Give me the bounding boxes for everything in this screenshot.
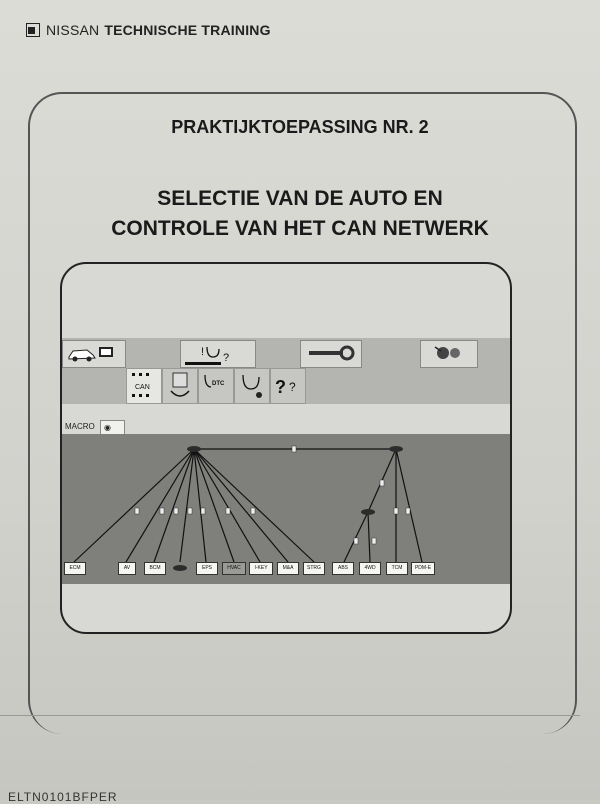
diagnosis-button[interactable] [180, 340, 256, 368]
radio-selected-icon: ◉ [104, 423, 111, 432]
dtc-button[interactable] [198, 368, 234, 404]
node-ecm[interactable]: ECM [64, 562, 86, 575]
node-m-and-a[interactable]: M&A [277, 562, 299, 575]
brand-division: TECHNISCHE TRAINING [104, 22, 271, 38]
can-diagnosis-button[interactable] [126, 368, 162, 404]
brand-name: NISSAN [46, 22, 100, 38]
can-hub-main [187, 446, 201, 452]
tools-button[interactable] [300, 340, 362, 368]
node-tcm[interactable]: TCM [386, 562, 408, 575]
question-icon [271, 369, 305, 403]
car-diagnosis-icon [63, 341, 123, 365]
node-i-key[interactable]: I-KEY [249, 562, 273, 575]
can-bus-icon [127, 369, 161, 403]
can-hub-chassis [361, 509, 375, 515]
node-unlabelled[interactable] [173, 565, 187, 571]
node-4wd[interactable]: 4WD [359, 562, 381, 575]
dtc-icon [199, 369, 233, 403]
svg-text:!: ! [201, 346, 205, 358]
node-bcm[interactable]: BCM [144, 562, 166, 575]
node-pdm-e[interactable]: PDM-E [411, 562, 435, 575]
divider [0, 715, 580, 716]
ecu-icon [163, 369, 197, 403]
brand-header [26, 22, 271, 38]
stethoscope-button[interactable] [234, 368, 270, 404]
can-network-screenshot [60, 262, 512, 634]
can-network-diagram [62, 434, 510, 584]
node-hvac[interactable]: HVAC [222, 562, 246, 575]
nissan-logo-icon [26, 23, 40, 37]
exercise-title-line-2: CONTROLE VAN HET CAN NETWERK [111, 217, 489, 240]
svg-text:?: ? [223, 352, 230, 364]
node-strg[interactable]: STRG [303, 562, 325, 575]
exercise-title-line-1: SELECTIE VAN DE AUTO EN [157, 187, 443, 210]
ecu-button[interactable] [162, 368, 198, 404]
stethoscope-question-icon [181, 341, 255, 365]
node-abs[interactable]: ABS [332, 562, 354, 575]
data-link-button[interactable] [420, 340, 478, 368]
can-label: CAN [135, 384, 150, 391]
exercise-title [0, 184, 600, 244]
wrench-icon [301, 341, 361, 365]
node-eps[interactable]: EPS [196, 562, 218, 575]
dtc-label: DTC [212, 381, 225, 387]
car-diagnosis-button[interactable] [62, 340, 126, 368]
exercise-number: PRAKTIJKTOEPASSING NR. 2 [171, 117, 429, 137]
satellite-dish-icon [421, 341, 477, 365]
svg-text:?: ? [289, 380, 296, 394]
tab-vcan[interactable] [100, 420, 125, 435]
stethoscope-icon [235, 369, 269, 403]
node-av[interactable]: AV [118, 562, 136, 575]
help-button[interactable] [270, 368, 306, 404]
can-hub-right [389, 446, 403, 452]
tab-macro[interactable]: MACRO [65, 422, 95, 431]
svg-text:?: ? [275, 377, 286, 397]
document-code: ELTN0101BFPER [8, 790, 118, 804]
